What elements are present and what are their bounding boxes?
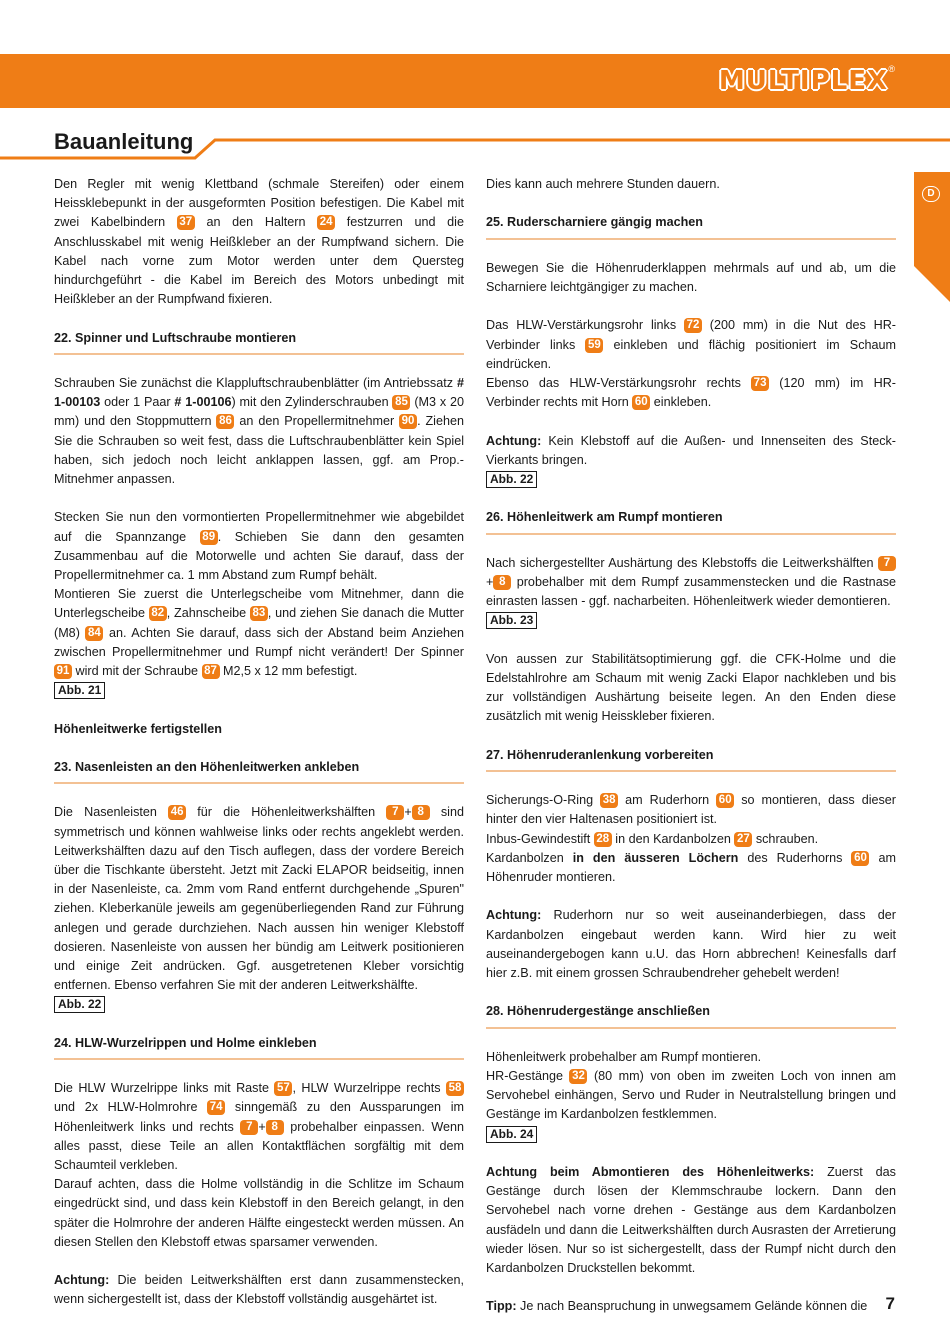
figure-ref-label: Abb. 21: [54, 682, 105, 699]
s23-paragraph: Die Nasenleisten 46 für die Höhenleitwerkshälften 7 + 8 sind symmetrisch und können wahlweise links oder rechts angeklebt werden. Leitwerkshälften dazu auf den Tisch auflegen, dass der vordere Bereich über die Tischkante übersteht. Jetzt mit Zacki ELAPOR beidseitig, innen in der Nasenleiste, ca. 2mm vom Rand entfernt durchgehende „Spuren" ziehen. Kleberkanüle jeweils am gegenüberliegenden Rand zur Führung anlegen und gerade durchziehen. Nach aussen hin weniger Klebstoff dosieren. Nasenleiste von aussen her bündig am Leitwerk positionieren und einige Zeit andrücken. Ggf. ausgetretenen Kleber vorsichtig entfernen. Ebenso verfahren Sie mit der anderen Leitwerkshälfte.: [54, 805, 464, 993]
part-badge: 7: [240, 1120, 258, 1135]
section-heading-27: 27. Höhenruderanlenkung vorbereiten: [486, 746, 896, 772]
part-badge: 74: [207, 1100, 225, 1115]
part-badge: 8: [493, 575, 511, 590]
part-badge: 32: [569, 1069, 587, 1084]
part-badge: 58: [446, 1081, 464, 1096]
s22-paragraph-2: Stecken Sie nun den vormontierten Propellermitnehmer wie abgebildet auf die Spannzange 89 . Schieben Sie dann den gesamten Zusammenbau auf die Motorwelle und achten Sie darauf, dass der Propellermitnehmer ca. 1 mm Abstand zum Rumpf behält.: [54, 510, 465, 583]
figure-ref-label: Abb. 24: [486, 1126, 537, 1143]
page-number: 7: [885, 1294, 895, 1313]
s25-paragraph-3: Ebenso das HLW-Verstärkungsrohr rechts 73 (120 mm) im HR-Verbinder rechts mit Horn 60 einkleben.: [486, 375, 896, 410]
s25-paragraph-2: Das HLW-Verstärkungsrohr links 72 (200 mm) in die Nut des HR-Verbinder links 59 einkleben und flächig positioniert im Schaum eindrücken.: [486, 318, 897, 371]
s27-paragraph-1: Sicherungs-O-Ring 38 am Ruderhorn 60 so montieren, dass dieser hinter den vier Haltenasen positioniert ist.: [486, 793, 897, 827]
left-column: [54, 175, 464, 1329]
s28-paragraph-2: HR-Gestänge 32 (80 mm) von oben im zweiten Loch von innen am Servohebel einhängen, Servo und Ruder in Neutralstellung bringen und Gestänge im Kardanbolzen festklemmen.: [486, 1068, 896, 1122]
part-badge: 57: [274, 1081, 292, 1096]
part-badge: 8: [412, 805, 430, 820]
part-badge: 7: [878, 556, 896, 571]
section-heading-22: 22. Spinner und Luftschraube montieren: [54, 329, 464, 355]
figure-ref: [486, 470, 896, 489]
s27-paragraph-3: Kardanbolzen in den äusseren Löchern des Ruderhorns 60 am Höhenruder montieren.: [486, 850, 896, 884]
part-badge: 59: [585, 338, 603, 353]
s27-paragraph-4: Achtung: Ruderhorn nur so weit auseinanderbiegen, dass der Kardanbolzen eingebaut werden kann. Wird hier zu weit auseinandergebogen kann u.U. das Horn abbrechen! Keinesfalls darf hier z.B. mit einem grossen Schraubendreher gehebelt werden!: [486, 908, 896, 980]
part-badge: 85: [392, 395, 410, 410]
s25-paragraph-4: Achtung: Kein Klebstoff auf die Außen- und Innenseiten des Steck-Vierkants bringen.: [486, 433, 896, 467]
s24-paragraph-1: Die HLW Wurzelrippe links mit Raste 57 , HLW Wurzelrippe rechts 58 und 2x HLW-Holmrohre 74 sinngemäß zu den Aussparungen im Höhenleitwerk links und rechts 7 + 8 probehalber einpassen. Wenn alles passt, diese Teile an allen Kontaktflächen sorgfältig mit dem Schaumteil verkleben.: [54, 1081, 465, 1173]
s24-paragraph-2: Darauf achten, dass die Holme vollständig in die Schlitze im Schaum eingedrückt sind, und dass kein Klebstoff in den Bereich gelangt, in den später die Holmrohre der anderen Hälfte eingesteckt werden müssen. An diesen Stellen den Klebstoff etwas sparsamer verwenden.: [54, 1177, 464, 1249]
intro-paragraph: Den Regler mit wenig Klettband (schmale Stereifen) oder einem Heissklebepunkt in der ausgeformten Position befestigen. Die Kabel mit zwei Kabelbindern 37 an den Haltern 24 festzurren und die Anschlusskabel mit wenig Heißkleber an der Rumpfwand sichern. Die Kabel nach vorne zum Motor werden unter dem Quersteg hindurchgeführt - die Kabel im Bereich des Motors unbedingt mit Heißkleber an der Rumpfwand fixieren.: [54, 177, 464, 307]
figure-ref-label: Abb. 22: [486, 471, 537, 488]
part-badge: 7: [386, 805, 404, 820]
figure-ref: [486, 611, 896, 630]
part-badge: 24: [317, 215, 335, 230]
part-badge: 89: [200, 530, 218, 545]
part-badge: 27: [734, 832, 752, 847]
section-heading-23: 23. Nasenleisten an den Höhenleitwerken ankleben: [54, 758, 464, 784]
multiplex-logo: MULTIPLEX: [718, 66, 888, 96]
part-badge: 87: [202, 664, 220, 679]
part-badge: 72: [684, 318, 702, 333]
s28-paragraph-3: Achtung beim Abmontieren des Höhenleitwerks: Zuerst das Gestänge durch lösen der Klemmschraube lockern. Dann den Servohebel nach vorne drehen - Gestänge aus dem Kardanbolzen ausfädeln und dann die Leitwerkshälften durch Ausrasten der Arretierung wieder lösen. Nur so ist sichergestellt, dass der Rumpf nicht durch den Kardanbolzen Druckstellen bekommt.: [486, 1164, 896, 1275]
page-title: Bauanleitung: [54, 129, 194, 154]
continuation-paragraph: Dies kann auch mehrere Stunden dauern.: [486, 177, 720, 191]
part-badge: 8: [266, 1120, 284, 1135]
s24-paragraph-3: Achtung: Die beiden Leitwerkshälften erst dann zusammenstecken, wenn sichergestellt ist, dass der Klebstoff vollständig ausgehärtet ist.: [54, 1273, 464, 1307]
part-badge: 60: [851, 851, 869, 866]
s26-paragraph-1: Nach sichergestellter Aushärtung des Klebstoffs die Leitwerkshälften 7+ 8 probehalber mit dem Rumpf zusammenstecken und die Rastnase einrasten lassen - ggf. nacharbeiten. Höhenleitwerk wieder demontieren.: [486, 555, 896, 609]
figure-ref: [54, 681, 464, 700]
figure-ref: [54, 995, 464, 1014]
s28-paragraph-4: Tipp: Je nach Beanspruchung in unwegsamem Gelände können die: [486, 1299, 868, 1314]
figure-ref: [486, 1125, 896, 1144]
part-badge: 28: [594, 832, 612, 847]
part-badge: 38: [600, 793, 618, 808]
s22-paragraph-1: Schrauben Sie zunächst die Klappluftschraubenblätter (im Antriebssatz # 1-00103 oder 1 Paar # 1-00106) mit den Zylinderschrauben 85 (M3 x 20 mm) und den Stoppmuttern 86 an den Propellermitnehmer 90 . Ziehen Sie die Schrauben so weit fest, dass die Luftschraubenblätter kein Spiel haben, sich jedoch noch leicht anklappen lassen, ggf. am Prop.-Mitnehmer anpassen.: [54, 376, 465, 487]
part-badge: 46: [168, 805, 186, 820]
s25-paragraph-1: Bewegen Sie die Höhenruderklappen mehrmals auf und ab, um die Scharniere leichtgängiger zu machen.: [486, 260, 896, 294]
part-badge: 37: [177, 215, 195, 230]
part-badge: 86: [216, 414, 234, 429]
right-column: [486, 175, 896, 1336]
part-badge: 73: [751, 376, 769, 391]
section-heading-28: 28. Höhenrudergestänge anschließen: [486, 1002, 896, 1028]
language-tab-label: D: [922, 186, 940, 202]
section-heading-25: 25. Ruderscharniere gängig machen: [486, 213, 896, 239]
figure-ref-label: Abb. 23: [486, 612, 537, 629]
part-badge: 91: [54, 664, 72, 679]
section-heading-hoehenleitwerke: Höhenleitwerke fertigstellen: [54, 721, 222, 736]
registered-mark: ®: [888, 64, 895, 74]
section-heading-24: 24. HLW-Wurzelrippen und Holme einkleben: [54, 1034, 464, 1060]
section-heading-26: 26. Höhenleitwerk am Rumpf montieren: [486, 508, 896, 534]
s27-paragraph-2: Inbus-Gewindestift 28 in den Kardanbolzen 27 schrauben.: [486, 831, 819, 846]
part-badge: 82: [149, 606, 167, 621]
part-badge: 60: [632, 395, 650, 410]
s28-paragraph-1: Höhenleitwerk probehalber am Rumpf montieren.: [486, 1049, 762, 1064]
s22-paragraph-3: Montieren Sie zuerst die Unterlegscheibe vom Mitnehmer, dann die Unterlegscheibe 82 , Zahnscheibe 83 , und ziehen Sie danach die Mutter (M8) 84 an. Achten Sie darauf, dass sich der Abstand beim Anziehen zwischen Propellermitnehmer und Rumpf nicht verändert! Der Spinner 91 wird mit der Schraube 87 M2,5 x 12 mm befestigt.: [54, 587, 464, 679]
title-underline: [0, 136, 950, 160]
part-badge: 60: [716, 793, 734, 808]
part-badge: 83: [250, 606, 268, 621]
part-badge: 84: [85, 626, 103, 641]
part-badge: 90: [399, 414, 417, 429]
figure-ref-label: Abb. 22: [54, 996, 105, 1013]
s26-paragraph-2: Von aussen zur Stabilitätsoptimierung ggf. die CFK-Holme und die Edelstahlrohre am Schaum mit wenig Zacki Elapor nachkleben und bis zur vollständigen Aushärtung beiseite legen. An den Enden diese zusätzlich mit wenig Heisskleber fixieren.: [486, 651, 896, 724]
